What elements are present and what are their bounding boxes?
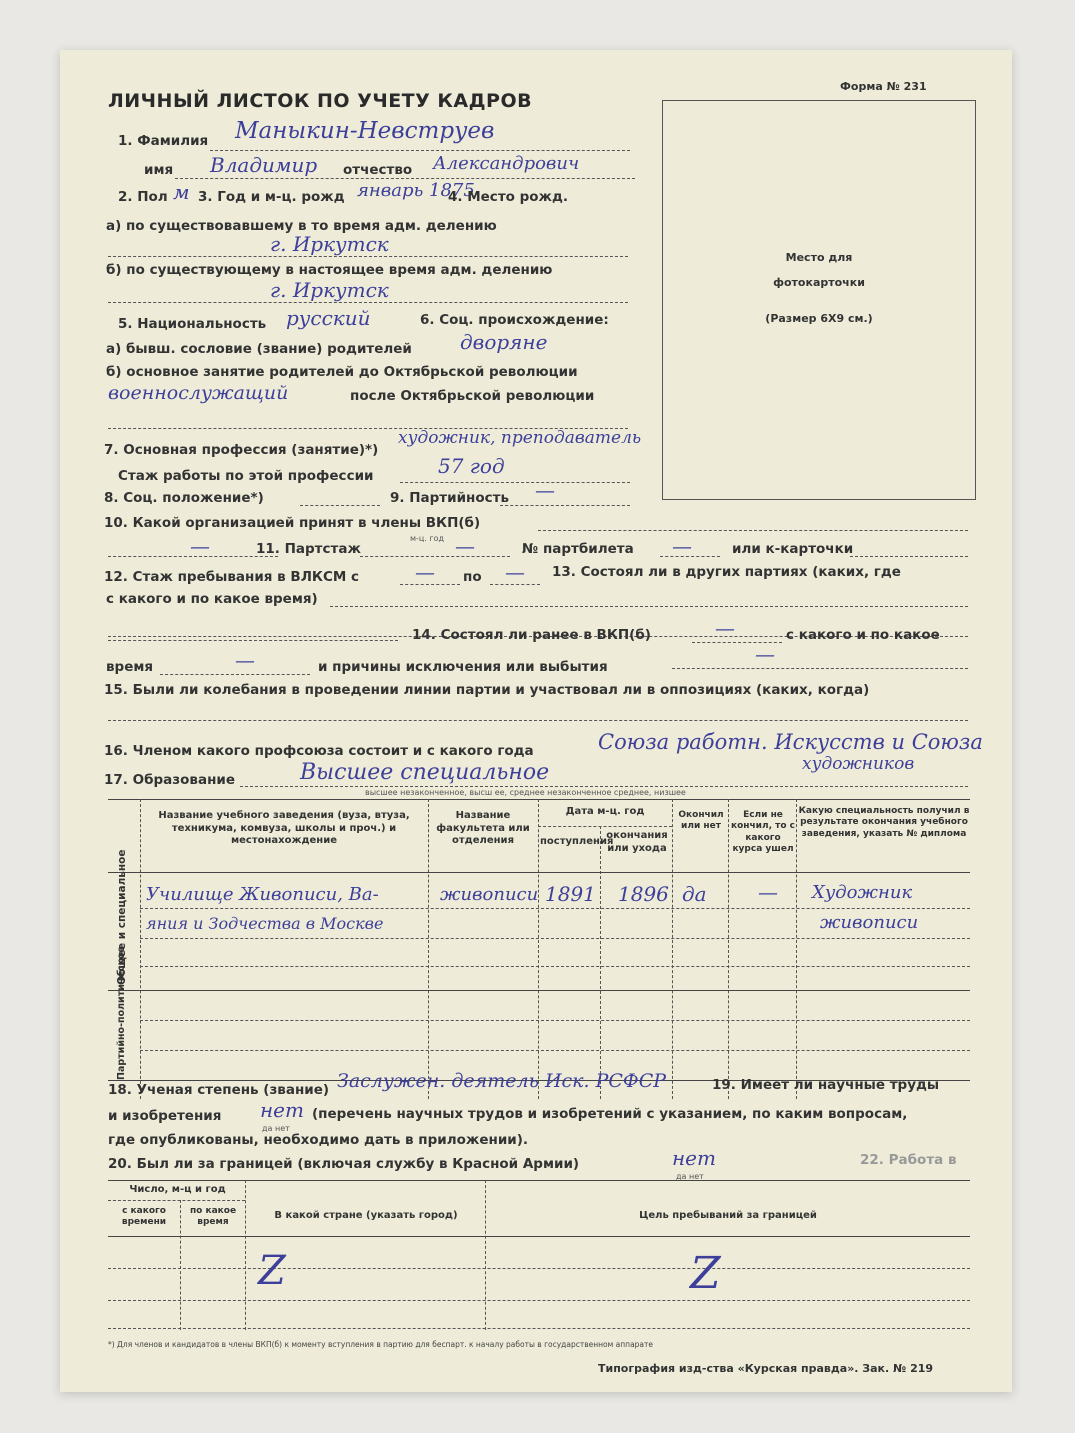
label-name: имя: [144, 162, 174, 178]
hw-sex: м: [173, 180, 190, 204]
edu-col-start: поступления: [540, 836, 614, 847]
line-time: [160, 674, 310, 675]
form-number: Форма № 231: [840, 80, 927, 93]
edu-col-finished: Окончил или нет: [678, 810, 724, 832]
edu-col-school: Название учебного заведения (вуза, втуза, техникума, комвуза, школы и проч.) и местонахождение: [158, 810, 410, 846]
label-abroad: 20. Был ли за границей (включая службу в Красной Армии): [108, 1156, 580, 1172]
printer-info: Типография изд-ства «Курская правда». Зак. № 219: [598, 1362, 934, 1375]
label-komsomol-to: по: [463, 569, 482, 585]
label-work: 22. Работа в: [860, 1152, 957, 1168]
label-estate: а) бывш. сословие (звание) родителей: [106, 341, 412, 357]
hw-faculty: живописи: [440, 884, 539, 905]
hw-end-year: 1896: [618, 882, 669, 906]
hw-z-country: Z: [258, 1248, 286, 1294]
edu-vline-6: [796, 799, 797, 1099]
hw-party: —: [535, 478, 555, 502]
hw-komsomol-from: —: [415, 560, 435, 584]
edu-col-end: окончания или ухода: [606, 830, 668, 854]
label-opposition: 15. Были ли колебания в проведении линии партии и участвовал ли в оппозициях (каких, когда): [104, 682, 870, 698]
label-other-parties-2: с какого и по какое время): [106, 591, 318, 607]
line-surname: [210, 150, 630, 151]
edu-row-line-3: [140, 966, 970, 967]
label-union: 16. Членом какого профсоюза состоит и с какого года: [104, 743, 534, 759]
hw-school-2: яния и Зодчества в Москве: [146, 914, 384, 933]
hw-birthplace-new: г. Иркутск: [270, 278, 389, 302]
label-yes-no: да нет: [262, 1124, 290, 1133]
abroad-col-country: В какой стране (указать город): [274, 1210, 458, 1221]
label-experience: Стаж работы по этой профессии: [118, 468, 374, 484]
hw-surname: Маныкин-Невструев: [235, 118, 495, 144]
line-opposition: [108, 720, 968, 721]
label-published: где опубликованы, необходимо дать в приложении).: [108, 1132, 529, 1148]
edu-vline-2: [538, 799, 539, 1099]
hw-time: —: [235, 648, 255, 672]
edu-vline-4: [672, 799, 673, 1099]
hw-school-1: Училище Живописи, Ва-: [146, 884, 379, 905]
line-party: [500, 505, 630, 506]
label-profession: 7. Основная профессия (занятие)*): [104, 442, 379, 458]
abroad-vline-1: [245, 1180, 246, 1330]
label-works-list: (перечень научных трудов и изобретений с указанием, по каким вопросам,: [312, 1106, 908, 1122]
abroad-row-line-1: [108, 1268, 970, 1269]
hw-komsomol-to: —: [505, 560, 525, 584]
hw-expulsion: —: [755, 642, 775, 666]
hw-vkp-org: —: [190, 534, 210, 558]
edu-col-dropout: Если не кончил, то с какого курса ушел: [730, 810, 795, 854]
hw-specialty-1: Художник: [812, 882, 913, 903]
hw-education: Высшее специальное: [300, 760, 550, 785]
line-experience: [400, 482, 630, 483]
label-parents-before: б) основное занятие родителей до Октябрьской революции: [106, 364, 578, 380]
label-other-parties: 13. Состоял ли в других партиях (каких, где: [552, 564, 901, 580]
edu-header-bottom: [108, 872, 970, 873]
hw-profession: художник, преподаватель: [398, 428, 642, 448]
edu-table-top: [108, 799, 970, 800]
line-party-tenure: [360, 556, 510, 557]
label-party: 9. Партийность: [390, 490, 510, 506]
label-sex: 2. Пол: [118, 189, 168, 205]
hw-estate: дворяне: [460, 330, 548, 354]
edu-date-divider: [538, 826, 672, 827]
label-vkp-earlier: 14. Состоял ли ранее в ВКП(б): [412, 627, 651, 643]
hw-party-card: —: [672, 534, 692, 558]
photo-box-label-2: фотокарточки: [773, 276, 865, 289]
abroad-header-bottom: [108, 1236, 970, 1237]
abroad-col-from: с какого времени: [121, 1206, 167, 1228]
hw-patronymic: Александрович: [433, 153, 580, 174]
line-name: [175, 178, 635, 179]
edu-row-party: Партийно-политическое: [116, 946, 127, 1080]
label-social-status: 8. Соц. положение*): [104, 490, 264, 506]
label-candidate-card: или к-карточки: [732, 541, 854, 557]
edu-col-specialty: Какую специальность получил в результате окончания учебного заведения, указать № диплома: [798, 806, 970, 839]
line-expulsion: [672, 668, 968, 669]
label-party-card: № партбилета: [522, 541, 634, 557]
edu-row-line-2: [140, 938, 970, 939]
hw-parents-occupation: военнослужащий: [108, 382, 289, 404]
label-birthplace-old: а) по существовавшему в то время адм. делению: [106, 218, 497, 234]
abroad-date-divider: [108, 1200, 245, 1201]
hw-union: Союза работн. Искусств и Союза: [598, 730, 983, 754]
education-hint: высшее незаконченное, высш ее, среднее незаконченное среднее, низшее: [365, 788, 686, 797]
abroad-col-to: по какое время: [189, 1206, 237, 1228]
line-vkp-org: [538, 530, 968, 531]
hw-degree: Заслужен. деятель Иск. РСФСР: [337, 1070, 667, 1092]
label-komsomol: 12. Стаж пребывания в ВЛКСМ с: [104, 569, 360, 585]
label-surname: 1. Фамилия: [118, 133, 209, 149]
hw-abroad: нет: [672, 1146, 716, 1170]
label-inventions: и изобретения: [108, 1108, 222, 1124]
hw-union-2: художников: [802, 754, 915, 774]
photo-box-size: (Размер 6Х9 см.): [765, 312, 873, 325]
abroad-vline-2: [485, 1180, 486, 1330]
label-birthplace: 4. Место рожд.: [448, 189, 569, 205]
label-origin: 6. Соц. происхождение:: [420, 312, 609, 328]
line-candidate-card: [850, 556, 968, 557]
label-nationality: 5. Национальность: [118, 316, 267, 332]
label-vkp-from-to: с какого и по какое: [786, 627, 940, 643]
hw-nationality: русский: [286, 306, 371, 330]
edu-vline-1: [428, 799, 429, 1099]
photo-box: [662, 100, 976, 500]
abroad-row-line-3: [108, 1328, 970, 1329]
edu-section-divider: [108, 990, 970, 991]
line-vkp-earlier-pre: [108, 640, 398, 641]
hw-start-year: 1891: [545, 882, 596, 906]
document-sheet: [60, 50, 1012, 1392]
edu-vline-5: [728, 799, 729, 1099]
label-education: 17. Образование: [104, 772, 236, 788]
label-month-year: м-ц. год: [410, 534, 445, 543]
edu-row-line-5: [140, 1050, 970, 1051]
label-party-tenure: 11. Партстаж: [256, 541, 361, 557]
hw-birthplace-old: г. Иркутск: [270, 232, 389, 256]
label-expulsion: и причины исключения или выбытия: [318, 659, 608, 675]
edu-vline-3: [600, 826, 601, 1099]
edu-row-line-4: [140, 1020, 970, 1021]
footnote: *) Для членов и кандидатов в члены ВКП(б) к моменту вступления в партию для беспарт. к началу работы в государственном аппарате: [108, 1340, 654, 1349]
hw-name: Владимир: [210, 153, 318, 177]
hw-vkp-earlier: —: [715, 616, 735, 640]
line-education: [240, 786, 968, 787]
edu-vline-0: [140, 799, 141, 1099]
abroad-col-date: Число, м-ц и год: [129, 1184, 226, 1195]
hw-specialty-2: живописи: [820, 912, 919, 933]
line-birthplace-old: [108, 256, 628, 257]
label-patronymic: отчество: [343, 162, 413, 178]
hw-finished: да: [682, 882, 707, 906]
label-parents-after: после Октябрьской революции: [350, 388, 595, 404]
label-birthdate: 3. Год и м-ц. рожд: [198, 189, 345, 205]
hw-z-purpose: Z: [690, 1248, 721, 1299]
abroad-row-line-2: [108, 1300, 970, 1301]
label-birthplace-new: б) по существующему в настоящее время адм. делению: [106, 262, 553, 278]
abroad-table-top: [108, 1180, 970, 1181]
hw-dropout: —: [758, 880, 778, 904]
edu-col-date: Дата м-ц. год: [565, 806, 645, 817]
edu-row-general: Общее и специальное: [116, 849, 128, 985]
label-yes-no-2: да нет: [676, 1172, 704, 1181]
hw-party-tenure: —: [455, 534, 475, 558]
line-birthplace-new: [108, 302, 628, 303]
line-other-parties: [330, 606, 968, 607]
edu-row-line-1: [140, 908, 970, 909]
label-vkp-org: 10. Какой организацией принят в члены ВКП(б): [104, 515, 481, 531]
label-works: 19. Имеет ли научные труды: [712, 1077, 940, 1093]
form-title: ЛИЧНЫЙ ЛИСТОК ПО УЧЕТУ КАДРОВ: [108, 90, 533, 112]
abroad-col-purpose: Цель пребываний за границей: [639, 1210, 817, 1221]
edu-col-faculty: Название факультета или отделения: [436, 810, 530, 846]
photo-box-label-1: Место для: [785, 251, 853, 264]
line-komsomol-from: [400, 584, 460, 585]
label-degree: 18. Ученая степень (звание): [108, 1082, 330, 1098]
hw-birthdate: январь 1875: [357, 180, 475, 201]
line-social-status: [300, 505, 380, 506]
label-time: время: [106, 659, 154, 675]
hw-experience: 57 год: [438, 454, 505, 478]
abroad-vline-0: [180, 1200, 181, 1330]
hw-inventions: нет: [260, 1098, 304, 1122]
line-komsomol-to: [490, 584, 540, 585]
